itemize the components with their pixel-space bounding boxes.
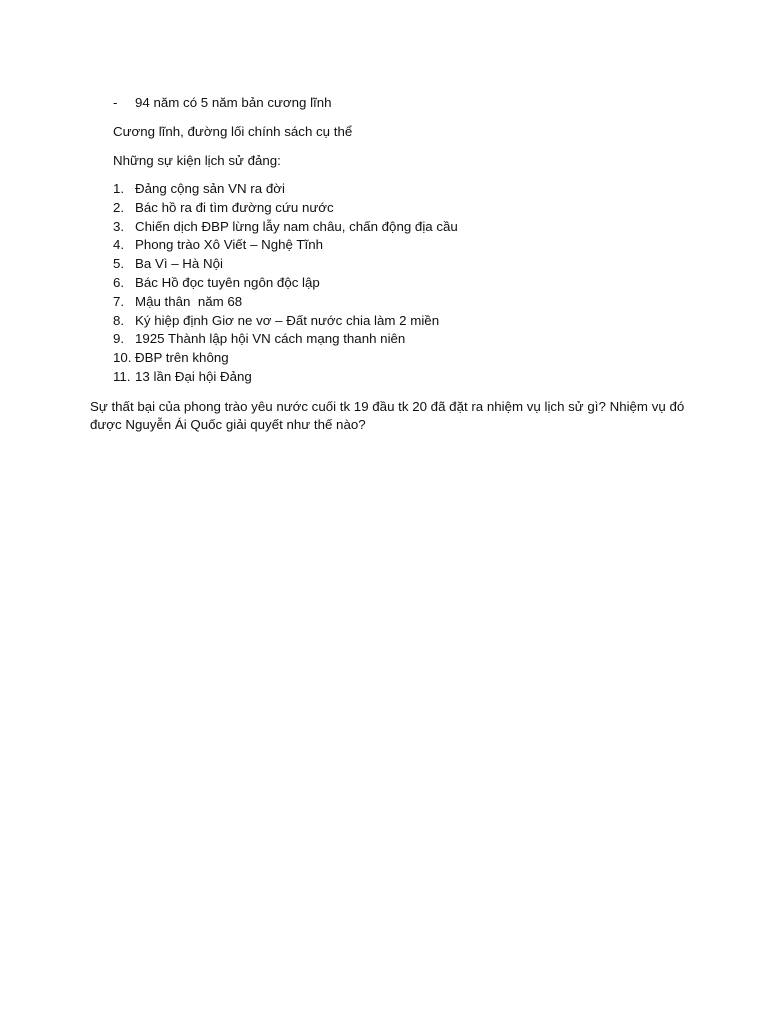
list-item <box>113 368 458 387</box>
events-list <box>113 180 458 387</box>
list-number: 9. <box>113 331 125 347</box>
list-item <box>113 274 458 293</box>
list-text: 13 lần Đại hội Đảng <box>135 368 252 384</box>
bullet-item <box>113 94 332 112</box>
list-number: 4. <box>113 237 125 253</box>
list-item <box>113 255 458 274</box>
paragraph-events-heading: Những sự kiện lịch sử đảng: <box>113 153 281 168</box>
list-text: Bác hồ ra đi tìm đường cứu nước <box>135 199 334 215</box>
paragraph-policy: Cương lĩnh, đường lối chính sách cụ thể <box>113 124 353 139</box>
list-number: 10. <box>113 350 132 366</box>
list-text: Chiến dịch ĐBP lừng lẫy nam châu, chấn động địa cầu <box>135 218 458 234</box>
list-text: ĐBP trên không <box>135 350 229 366</box>
list-item <box>113 236 458 255</box>
list-number: 8. <box>113 312 125 328</box>
list-number: 5. <box>113 256 125 272</box>
list-item <box>113 349 458 368</box>
list-number: 11. <box>113 368 131 384</box>
list-item <box>113 330 458 349</box>
list-item <box>113 199 458 218</box>
list-text: Ba Vì – Hà Nội <box>135 256 223 272</box>
list-number: 3. <box>113 218 125 234</box>
list-text: Ký hiệp định Giơ ne vơ – Đất nước chia làm 2 miền <box>135 312 440 328</box>
list-item <box>113 312 458 331</box>
list-text: Phong trào Xô Viết – Nghệ Tĩnh <box>135 237 324 253</box>
list-text: Bác Hồ đọc tuyên ngôn độc lập <box>135 274 320 290</box>
list-number: 1. <box>113 181 125 196</box>
list-number: 7. <box>113 293 125 309</box>
list-item <box>113 218 458 237</box>
list-text: Đảng cộng sản VN ra đời <box>135 181 285 196</box>
list-number: 2. <box>113 199 125 215</box>
list-item <box>113 180 458 199</box>
bullet-dash: - <box>113 95 118 110</box>
list-number: 6. <box>113 274 125 290</box>
list-item <box>113 293 458 312</box>
list-text: Mậu thân năm 68 <box>135 293 243 309</box>
question-paragraph: Sự thất bại của phong trào yêu nước cuối tk 19 đầu tk 20 đã đặt ra nhiệm vụ lịch sử gì? Nhiệm vụ đó được Nguyễn Ái Quốc giải quyết như thế nào? <box>90 399 685 432</box>
bullet-text: 94 năm có 5 năm bản cương lĩnh <box>135 95 332 110</box>
list-text: 1925 Thành lập hội VN cách mạng thanh niên <box>135 331 406 347</box>
